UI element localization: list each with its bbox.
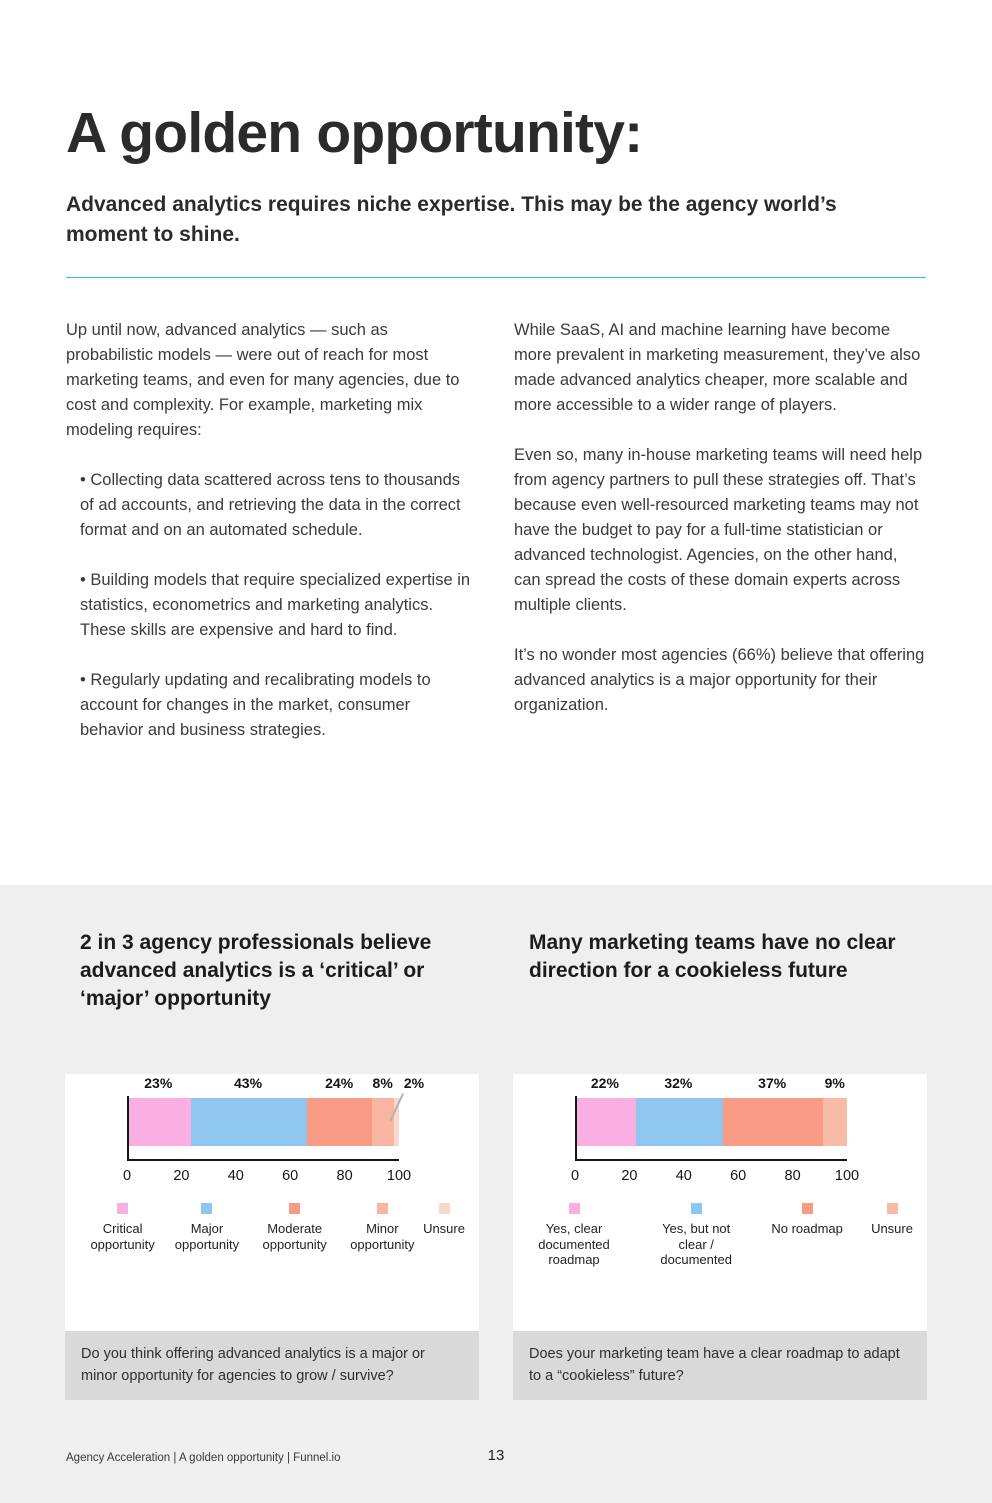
chart-card (65, 1040, 479, 1400)
legend-item (248, 1203, 342, 1252)
page-number: 13 (487, 1447, 505, 1464)
bar-chart (122, 1074, 425, 1187)
axis-tick-label: 40 (227, 1168, 244, 1184)
chart-card (513, 1040, 927, 1400)
bar-segment (307, 1098, 372, 1146)
page-subtitle: Advanced analytics requires niche expertise. This may be the agency world’s moment to shine. (66, 193, 837, 246)
page-footer (66, 1447, 926, 1469)
bullet-item: • Building models that require specialized expertise in statistics, econometrics and marketing analytics. These skills are expensive and hard to find. (80, 571, 471, 639)
legend-label: Unsure (871, 1221, 913, 1236)
segment-value-label: 23% (144, 1075, 173, 1091)
x-axis-tick-labels (570, 1161, 860, 1187)
segment-value-label: 43% (234, 1075, 263, 1091)
bar-segment (723, 1098, 823, 1146)
axis-tick-label: 60 (282, 1168, 299, 1184)
footer-breadcrumb: Agency Acceleration | A golden opportunity | Funnel.io (66, 1452, 341, 1464)
axis-tick-label: 60 (730, 1168, 747, 1184)
legend-label: Yes, clear documented roadmap (538, 1221, 610, 1267)
survey-question-box: Does your marketing team have a clear roadmap to adapt to a “cookieless” future? (513, 1331, 927, 1400)
stacked-bar (577, 1098, 847, 1146)
legend-swatch (289, 1203, 300, 1214)
legend-swatch (569, 1203, 580, 1214)
bar-segment (129, 1098, 191, 1146)
chart-legend (79, 1203, 465, 1252)
legend-swatch (377, 1203, 388, 1214)
legend-label: Moderate opportunity (262, 1221, 327, 1252)
legend-swatch (887, 1203, 898, 1214)
axis-tick-label: 20 (173, 1168, 190, 1184)
axis-tick-label: 20 (621, 1168, 638, 1184)
bullet-item: • Regularly updating and recalibrating models to account for changes in the market, consumer behavior and business strategies. (80, 671, 431, 739)
chart-title: Many marketing teams have no clear direction for a cookieless future (529, 931, 896, 982)
stacked-bar (129, 1098, 399, 1146)
axis-tick-label: 0 (122, 1168, 132, 1184)
chart-title: 2 in 3 agency professionals believe advanced analytics is a ‘critical’ or ‘major’ opportunity (80, 931, 432, 1010)
axis-tick-label: 40 (675, 1168, 692, 1184)
bar-segment (636, 1098, 722, 1146)
axis-tick-label: 80 (784, 1168, 801, 1184)
chart-axis (127, 1096, 399, 1161)
paragraph: It’s no wonder most agencies (66%) believe that offering advanced analytics is a major opportunity for their organization. (514, 646, 925, 714)
legend-item (342, 1203, 423, 1252)
chart-axis (575, 1096, 847, 1161)
segment-value-label: 8% (372, 1075, 393, 1091)
article-body (0, 318, 992, 768)
bar-segment (372, 1098, 394, 1146)
divider-line (66, 277, 926, 278)
legend-item (527, 1203, 621, 1268)
bar-chart (570, 1074, 860, 1187)
legend-swatch (439, 1203, 450, 1214)
segment-value-label: 9% (824, 1075, 845, 1091)
segment-value-label: 37% (758, 1075, 787, 1091)
x-axis-tick-labels (122, 1161, 412, 1187)
legend-label: Critical opportunity (90, 1221, 155, 1252)
bar-segment (577, 1098, 636, 1146)
legend-swatch (201, 1203, 212, 1214)
bar-segment (823, 1098, 847, 1146)
legend-swatch (802, 1203, 813, 1214)
legend-label: No roadmap (771, 1221, 843, 1236)
legend-item (649, 1203, 743, 1268)
axis-tick-label: 100 (834, 1168, 860, 1184)
page-title: A golden opportunity: (66, 101, 643, 165)
legend-label: Major opportunity (174, 1221, 240, 1252)
body-column-right (514, 318, 926, 768)
segment-value-label: 32% (664, 1075, 693, 1091)
segment-value-labels (127, 1074, 425, 1096)
legend-swatch (117, 1203, 128, 1214)
legend-swatch (691, 1203, 702, 1214)
axis-tick-label: 80 (336, 1168, 353, 1184)
bullet-item: • Collecting data scattered across tens to thousands of ad accounts, and retrieving the data in the correct format and on an automated schedule. (80, 471, 461, 539)
legend-label: Minor opportunity (350, 1221, 415, 1252)
paragraph: While SaaS, AI and machine learning have become more prevalent in marketing measurement, they’ve also made advanced analytics cheaper, more scalable and more accessible to a wider range of players. (514, 321, 921, 414)
legend-label: Unsure (423, 1221, 465, 1236)
bar-chart-area (513, 1074, 927, 1331)
segment-value-label: 22% (590, 1075, 619, 1091)
legend-item (423, 1203, 465, 1252)
legend-item (771, 1203, 843, 1268)
legend-item (871, 1203, 913, 1268)
survey-question-box: Do you think offering advanced analytics is a major or minor opportunity for agencies to grow / survive? (65, 1331, 479, 1400)
chart-legend (527, 1203, 913, 1268)
legend-item (79, 1203, 166, 1252)
charts-section (0, 885, 992, 1503)
body-column-left (66, 318, 478, 768)
bar-chart-area (65, 1074, 479, 1331)
segment-value-labels (575, 1074, 847, 1096)
segment-value-label: 2% (403, 1075, 425, 1091)
legend-item (166, 1203, 247, 1252)
axis-tick-label: 100 (386, 1168, 412, 1184)
bar-segment (191, 1098, 307, 1146)
paragraph: Even so, many in-house marketing teams will need help from agency partners to pull these strategies off. That’s because even well-resourced marketing teams may not have the budget to pay for a full-time statistician or advanced technologist. Agencies, on the other hand, can spread the costs of these domain experts across multiple clients. (514, 446, 923, 614)
legend-label: Yes, but not clear / documented (660, 1221, 732, 1267)
axis-tick-label: 0 (570, 1168, 580, 1184)
paragraph: Up until now, advanced analytics — such as probabilistic models — were out of reach for most marketing teams, and even for many agencies, due to cost and complexity. For example, marketing mix modeling requires: (66, 321, 460, 439)
segment-value-label: 24% (325, 1075, 354, 1091)
